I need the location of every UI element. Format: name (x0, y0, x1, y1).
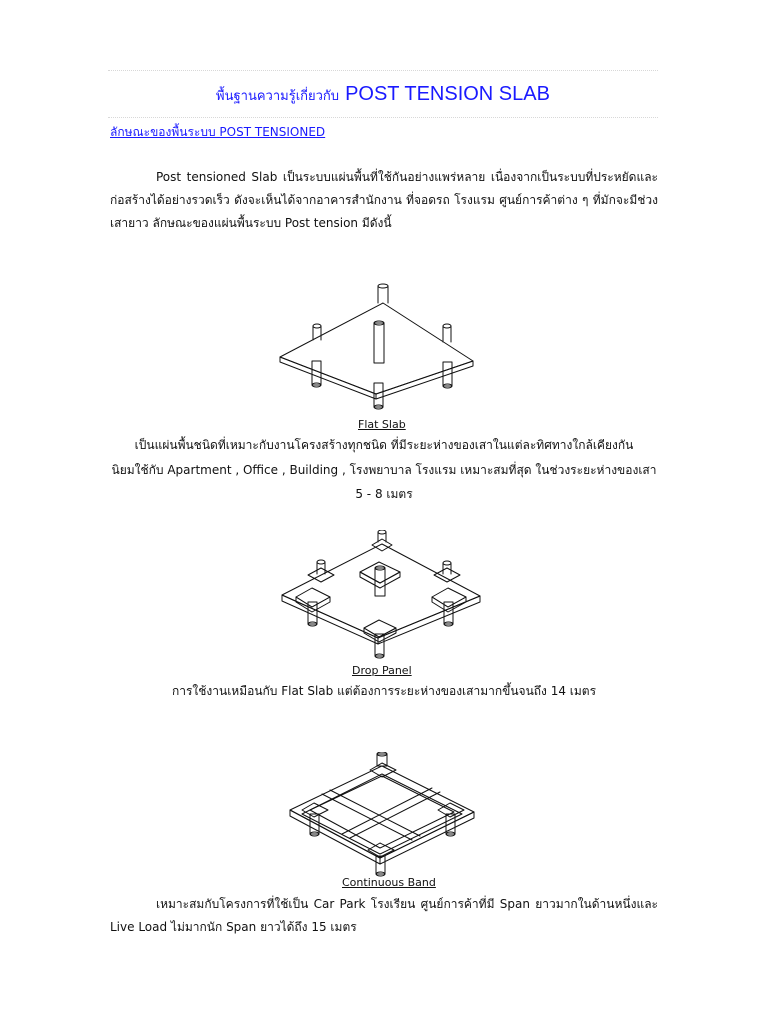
continuous-band-paragraph (110, 893, 658, 939)
continuous-band-text: เหมาะสมกับโครงการที่ใช้เป็น Car Park โรงเรียน ศูนย์การค้าที่มี Span ยาวมากในด้านหนึ่งและ Live Load ไม่มากนัก Span ยาวได้ถึง 15 เมตร (110, 897, 658, 934)
continuous-band-diagram (282, 752, 482, 878)
flat-slab-line-3: 5 - 8 เมตร (355, 487, 413, 501)
section-subheading[interactable]: ลักษณะของพื้นระบบ POST TENSIONED (110, 125, 326, 139)
title-thai: พื้นฐานความรู้เกี่ยวกับ (216, 88, 340, 104)
caption-drop-panel: Drop Panel (352, 664, 412, 677)
title-english: POST TENSION SLAB (345, 82, 550, 105)
drop-panel-line-1: การใช้งานเหมือนกับ Flat Slab แต่ต้องการระยะห่างของเสามากขึ้นจนถึง 14 เมตร (171, 684, 597, 698)
page-title (216, 83, 550, 106)
intro-paragraph (110, 166, 658, 235)
caption-flat-slab: Flat Slab (358, 418, 406, 431)
drop-panel-diagram (272, 530, 492, 660)
intro-text: Post tensioned Slab เป็นระบบแผ่นพื้นที่ใช้กันอย่างแพร่หลาย เนื่องจากเป็นระบบที่ประหยัดและก่อสร้างได้อย่างรวดเร็ว ดังจะเห็นได้จากอาคารสำนักงาน ที่จอดรถ โรงแรม ศูนย์การค้าต่าง ๆ ที่มักจะมีช่วงเสายาว ลักษณะของแผ่นพื้นระบบ Post tension มีดังนี้ (110, 170, 658, 230)
column (378, 284, 388, 303)
caption-continuous-band: Continuous Band (342, 876, 436, 889)
flat-slab-line-1: เป็นแผ่นพื้นชนิดที่เหมาะกับงานโครงสร้างทุกชนิด ที่มีระยะห่างของเสาในแต่ละทิศทางใกล้เคียงกัน (134, 438, 634, 452)
flat-slab-diagram (270, 282, 490, 412)
flat-slab-line-2: นิยมใช้กับ Apartment , Office , Building , โรงพยาบาล โรงแรม เหมาะสมที่สุด ในช่วงระยะห่างของเสา (111, 463, 657, 477)
title-box (108, 70, 658, 118)
